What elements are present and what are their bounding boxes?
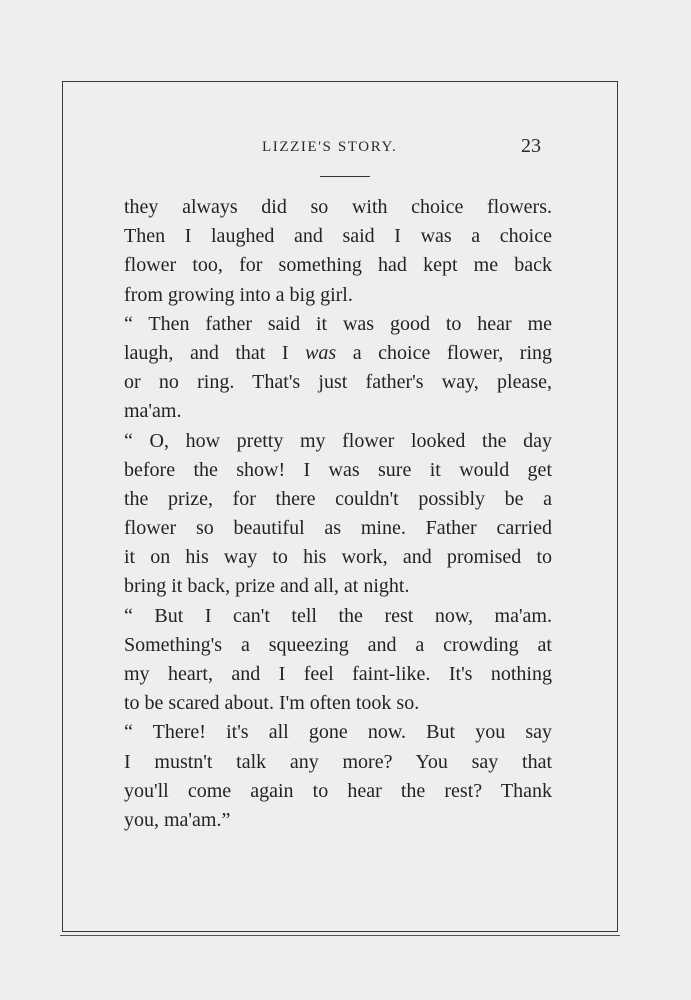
text-line: you'll come again to hear the rest? Thank [124,779,552,802]
text-line: “ But I can't tell the rest now, ma'am. [124,604,552,627]
emphasized-word: was [305,341,337,364]
text-line: “ O, how pretty my flower looked the day [124,429,552,452]
text-line: you, ma'am.” [124,808,231,831]
text-line: before the show! I was sure it would get [124,458,552,481]
text-segment: laugh, and that I [124,341,289,364]
header-rule [320,176,370,177]
text-line: or no ring. That's just father's way, please, [124,371,552,394]
text-line: “ Then father said it was good to hear me [124,312,552,335]
text-segment: a choice flower, ring [352,341,552,364]
text-line: they always did so with choice flowers. [124,196,552,218]
page-number: 23 [521,135,541,157]
text-line: “ There! it's all gone now. But you say [124,721,552,744]
text-line: flower so beautiful as mine. Father carried [124,517,552,540]
text-line: bring it back, prize and all, at night. [124,575,410,598]
text-line: Something's a squeezing and a crowding at [124,633,552,656]
running-title: LIZZIE'S STORY. [262,139,398,155]
text-line: Then I laughed and said I was a choice [124,225,552,248]
text-line [124,339,552,368]
body-text [124,193,552,835]
text-line: I mustn't talk any more? You say that [124,750,552,773]
text-line: from growing into a big girl. [124,283,353,306]
text-line: to be scared about. I'm often took so. [124,692,420,715]
text-line: my heart, and I feel faint-like. It's nothing [124,663,552,685]
running-head [0,133,691,163]
text-line: it on his way to his work, and promised to [124,546,552,569]
text-line: ma'am. [124,400,182,423]
text-line: flower too, for something had kept me back [124,254,552,277]
text-line: the prize, for there couldn't possibly be a [124,487,552,510]
